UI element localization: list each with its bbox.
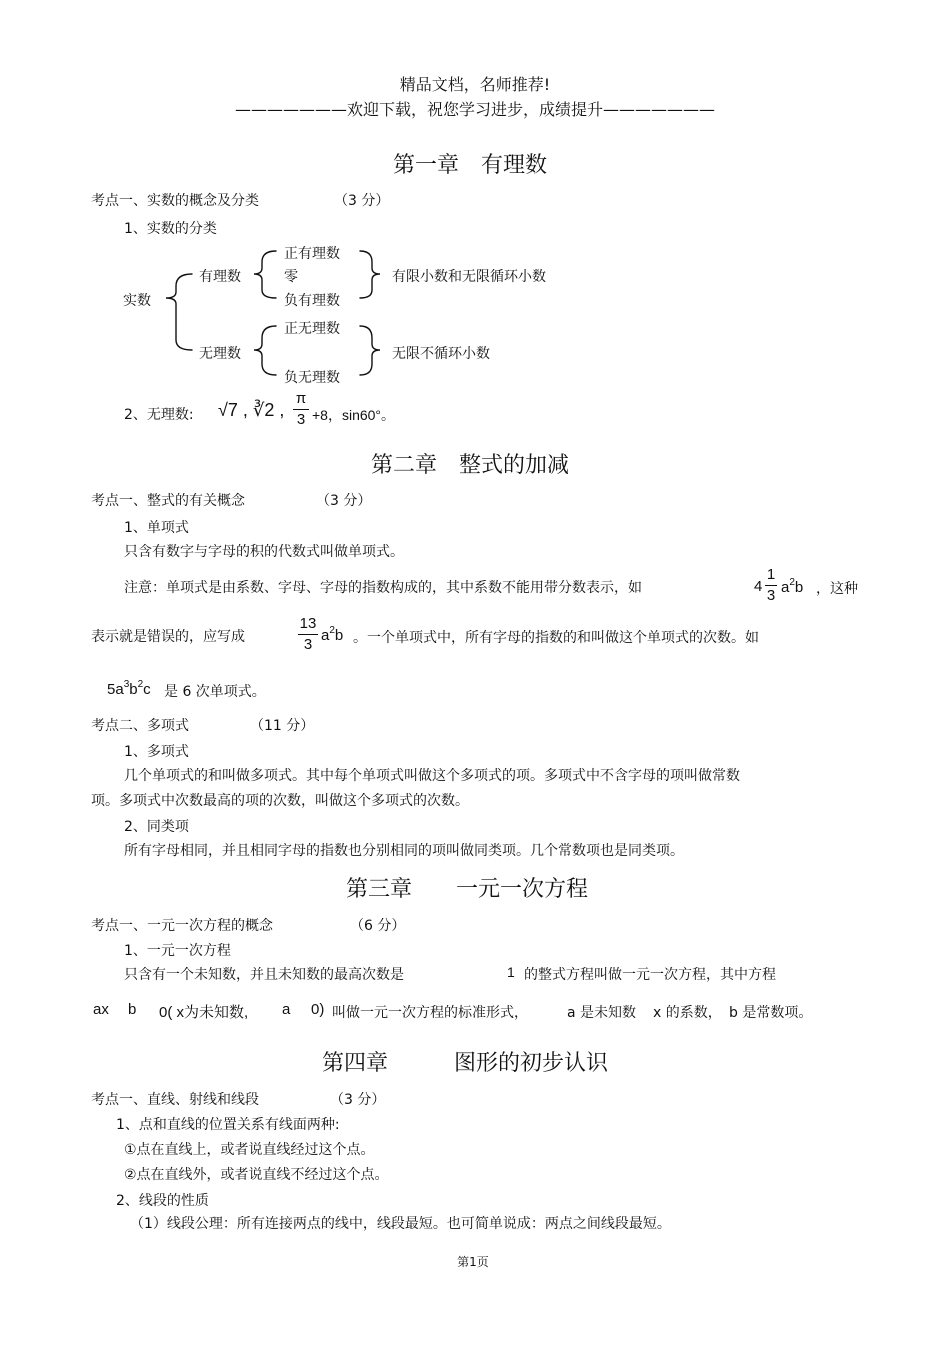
like-terms-line: 所有字母相同，并且相同字母的指数也分别相同的项叫做同类项。几个常数项也是同类项。 <box>124 843 684 859</box>
ch4-sub-2: ②点在直线外，或者说直线不经过这个点。 <box>124 1167 389 1183</box>
var-b: b <box>794 579 804 596</box>
ch2-keypoint-1: 考点一、整式的有关概念 <box>91 493 245 509</box>
eq-desc-3: x 的系数， <box>653 1005 722 1021</box>
eq-desc-1: 叫做一元一次方程的标准形式， <box>332 1005 528 1021</box>
eq-desc-2: a 是未知数 <box>567 1005 637 1021</box>
improper-denominator: 3 <box>303 636 313 653</box>
deg-c: c <box>143 681 151 698</box>
improper-fraction <box>298 615 318 654</box>
ch2-item-1: 1、单项式 <box>124 520 189 536</box>
ch2-line-2-tail: 。一个单项式中，所有字母的指数的和叫做这个单项式的次数。如 <box>353 630 759 646</box>
fix-var-a: a <box>321 627 330 644</box>
brace-irrational <box>254 326 276 375</box>
improper-variables <box>321 626 343 644</box>
tree-rational: 有理数 <box>199 269 241 285</box>
tree-zero: 零 <box>284 269 298 285</box>
ch2-keypoint-2: 考点二、多项式 <box>91 718 189 734</box>
exp-2: 2 <box>789 577 795 588</box>
improper-numerator: 13 <box>299 615 317 632</box>
mixed-number-fraction <box>765 566 777 605</box>
note-tail: ，这种 <box>816 581 858 597</box>
brace-irrational-right <box>360 326 380 375</box>
ch2-item-3: 2、同类项 <box>124 819 189 835</box>
tree-root: 实数 <box>123 293 151 309</box>
header-line-2: ———————欢迎下载，祝您学习进步，成绩提升——————— <box>234 100 715 119</box>
eq-a: a <box>282 1001 291 1018</box>
ch4-item-1: 1、点和直线的位置关系有线面两种: <box>116 1117 340 1133</box>
ch4-sub-1: ①点在直线上，或者说直线经过这个点。 <box>124 1142 375 1158</box>
fix-var-b: b <box>334 627 344 644</box>
deg-b: b <box>129 681 138 698</box>
ch4-keypoint-1: 考点一、直线、射线和线段 <box>91 1092 259 1108</box>
ch4-item-2: 2、线段的性质 <box>116 1193 209 1209</box>
header-line-1: 精品文档，名师推荐! <box>399 75 551 94</box>
deg-e2: 2 <box>137 679 144 690</box>
tree-irrational-desc: 无限不循环小数 <box>392 346 490 362</box>
ch1-item-1: 1、实数的分类 <box>124 221 217 237</box>
mixed-number-variables <box>781 578 803 596</box>
fix-exp: 2 <box>329 625 335 636</box>
ch2-item-2: 1、多项式 <box>124 744 189 760</box>
chapter-2-title: 第二章 整式的加减 <box>370 453 569 478</box>
mixed-denominator: 3 <box>766 587 776 604</box>
ch3-keypoint-1-score: （6 分） <box>350 918 406 934</box>
brace-rational-right <box>360 251 380 298</box>
ch2-line-2: 表示就是错误的，应写成 <box>91 629 245 645</box>
degree-example <box>107 680 151 698</box>
ch2-note: 注意：单项式是由系数、字母、字母的指数构成的，其中系数不能用带分数表示，如 <box>124 580 642 596</box>
ch3-def-c: 的整式方程叫做一元一次方程，其中方程 <box>524 967 776 983</box>
ch1-keypoint-1-score: （3 分） <box>334 193 390 209</box>
tree-irrational: 无理数 <box>199 346 241 362</box>
degree-tail: 是 6 次单项式。 <box>164 684 266 700</box>
deg-e1: 3 <box>123 679 130 690</box>
polynomial-line-2: 项。多项式中次数最高的项的次数，叫做这个多项式的次数。 <box>91 793 469 809</box>
brace-rational <box>254 251 276 298</box>
brace-root <box>166 274 192 350</box>
eq-desc-4: b 是常数项。 <box>729 1005 813 1021</box>
irrational-roots: √7 , ∛2 , <box>218 400 285 420</box>
deg-a: 5a <box>107 681 124 698</box>
tree-neg-irrational: 负无理数 <box>284 370 340 386</box>
pi-numerator: π <box>295 390 307 407</box>
ch2-keypoint-1-score: （3 分） <box>316 493 372 509</box>
eq-b: b <box>128 1001 137 1018</box>
polynomial-line-1: 几个单项式的和叫做多项式。其中每个单项式叫做这个多项式的项。多项式中不含字母的项叫做常数 <box>124 768 740 784</box>
mixed-number-whole: 4 <box>754 578 763 595</box>
eq-close: 0) <box>311 1001 325 1018</box>
ch2-def-monomial: 只含有数字与字母的积的代数式叫做单项式。 <box>124 544 404 560</box>
ch3-def-a: 只含有一个未知数，并且未知数的最高次数是 <box>124 967 404 983</box>
chapter-1-title: 第一章 有理数 <box>392 153 547 178</box>
page-number: 第1页 <box>457 1255 489 1269</box>
ch2-keypoint-2-score: （11 分） <box>250 718 315 734</box>
ch4-sub-3: （1）线段公理：所有连接两点的线中，线段最短。也可简单说成：两点之间线段最短。 <box>130 1216 671 1232</box>
eq-zero: 0( x为未知数, <box>159 1004 249 1021</box>
chapter-3-title: 第三章 一元一次方程 <box>345 877 588 902</box>
var-a: a <box>781 579 790 596</box>
ch4-keypoint-1-score: （3 分） <box>330 1092 386 1108</box>
pi-over-3-fraction <box>293 390 309 429</box>
eq-ax: ax <box>93 1001 109 1018</box>
pi-denominator: 3 <box>296 411 306 428</box>
ch1-keypoint-1: 考点一、实数的概念及分类 <box>91 193 259 209</box>
ch3-item-1: 1、一元一次方程 <box>124 943 231 959</box>
irrational-rest: +8，sin60°。 <box>312 407 396 423</box>
tree-pos-irrational: 正无理数 <box>284 321 340 337</box>
ch3-keypoint-1: 考点一、一元一次方程的概念 <box>91 918 273 934</box>
tree-rational-desc: 有限小数和无限循环小数 <box>392 269 546 285</box>
ch3-def-b: 1 <box>507 964 515 980</box>
ch1-item-2-label: 2、无理数: <box>124 407 194 423</box>
tree-neg-rational: 负有理数 <box>284 293 340 309</box>
mixed-numerator: 1 <box>766 566 776 583</box>
chapter-4-title: 第四章 图形的初步认识 <box>321 1051 608 1076</box>
tree-pos-rational: 正有理数 <box>284 246 340 262</box>
